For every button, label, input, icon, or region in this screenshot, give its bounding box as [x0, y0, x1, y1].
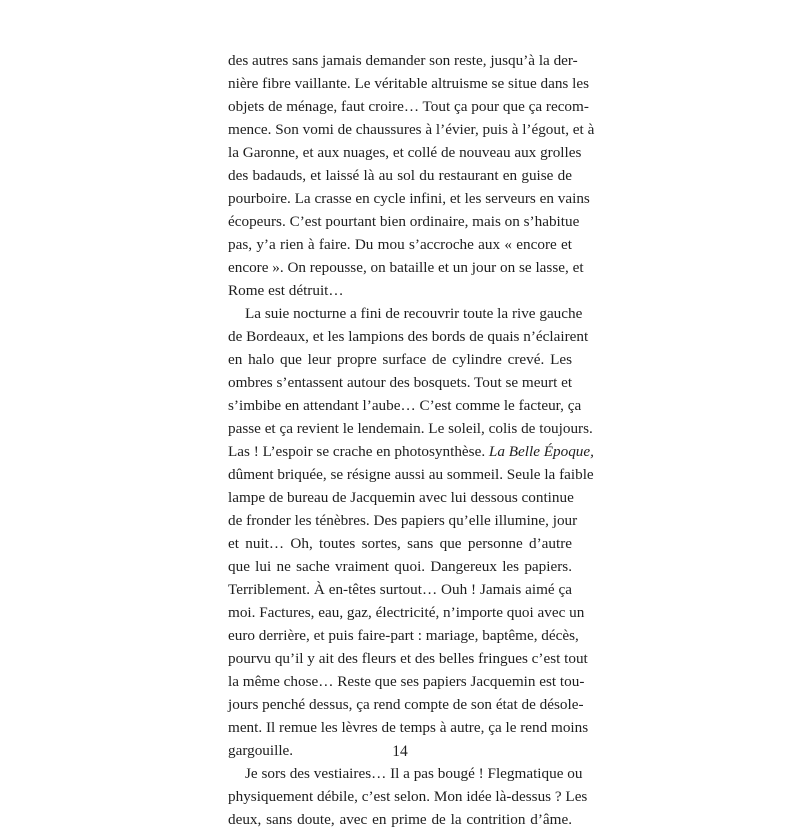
text-line: physiquement débile, c’est selon. Mon idée là-dessus ? Les — [228, 788, 588, 805]
text-line: passe et ça revient le lendemain. Le soleil, colis de toujours. — [228, 420, 593, 437]
text-line: Rome est détruit… — [228, 282, 344, 299]
text-line: et nuit… Oh, toutes sortes, sans que personne d’autre — [228, 535, 572, 552]
text-line: de fronder les ténèbres. Des papiers qu’elle illumine, jour — [228, 512, 578, 529]
text-line: en halo que leur propre surface de cylindre crevé. Les — [228, 351, 572, 368]
text-line: pourvu qu’il y ait des fleurs et des belles fringues c’est tout — [228, 650, 588, 667]
text-line: mence. Son vomi de chaussures à l’évier, puis à l’égout, et à — [228, 121, 595, 138]
text-line: Terriblement. À en-têtes surtout… Ouh ! Jamais aimé ça — [228, 581, 572, 598]
page-number: 14 — [392, 743, 408, 760]
text-line: des autres sans jamais demander son reste, jusqu’à la der- — [228, 52, 578, 69]
italic-title: La Belle Époque, — [488, 443, 594, 460]
text-line: dûment briquée, se résigne aussi au sommeil. Seule la faible — [228, 466, 594, 483]
text-line: lampe de bureau de Jacquemin avec lui dessous continue — [228, 489, 574, 506]
paragraph-3 — [228, 762, 588, 831]
text-line: La suie nocturne a fini de recouvrir toute la rive gauche — [245, 305, 583, 322]
text-line: gargouille. — [228, 742, 294, 759]
text-line: la Garonne, et aux nuages, et collé de nouveau aux grolles — [228, 144, 582, 161]
text-line: que lui ne sache vraiment quoi. Dangereux les papiers. — [228, 558, 572, 575]
text-line: euro derrière, et puis faire-part : mariage, baptême, décès, — [228, 627, 579, 644]
paragraph-1 — [228, 49, 595, 302]
text-line: nière fibre vaillante. Le véritable altruisme se situe dans les — [228, 75, 589, 92]
text-line: de Bordeaux, et les lampions des bords de quais n’éclairent — [228, 328, 589, 345]
text-line: Je sors des vestiaires… Il a pas bougé ! Flegmatique ou — [245, 765, 583, 782]
paragraph-2 — [228, 302, 594, 762]
text-line: objets de ménage, faut croire… Tout ça pour que ça recom- — [228, 98, 589, 115]
text-line-lead: Las ! L’espoir se crache en photosynthèse. — [228, 443, 489, 460]
text-line: des badauds, et laissé là au sol du restaurant en guise de — [228, 167, 572, 184]
text-line: encore ». On repousse, on bataille et un jour on se lasse, et — [228, 259, 584, 276]
text-line: la même chose… Reste que ses papiers Jacquemin est tou- — [228, 673, 585, 690]
text-line: pourboire. La crasse en cycle infini, et les serveurs en vains — [228, 190, 590, 207]
text-line: écopeurs. C’est pourtant bien ordinaire, mais on s’habitue — [228, 213, 580, 230]
text-line: jours penché dessus, ça rend compte de son état de désole- — [228, 696, 584, 713]
body-text — [228, 49, 595, 831]
text-line: s’imbibe en attendant l’aube… C’est comme le facteur, ça — [228, 397, 582, 414]
text-line: ment. Il remue les lèvres de temps à autre, ça le rend moins — [228, 719, 589, 736]
text-line: moi. Factures, eau, gaz, électricité, n’importe quoi avec un — [228, 604, 585, 621]
text-line: deux, sans doute, avec en prime de la contrition d’âme. — [228, 811, 572, 828]
text-line: ombres s’entassent autour des bosquets. Tout se meurt et — [228, 374, 573, 391]
text-line: pas, y’a rien à faire. Du mou s’accroche aux « encore et — [228, 236, 572, 253]
text-line-with-italic — [228, 440, 594, 463]
